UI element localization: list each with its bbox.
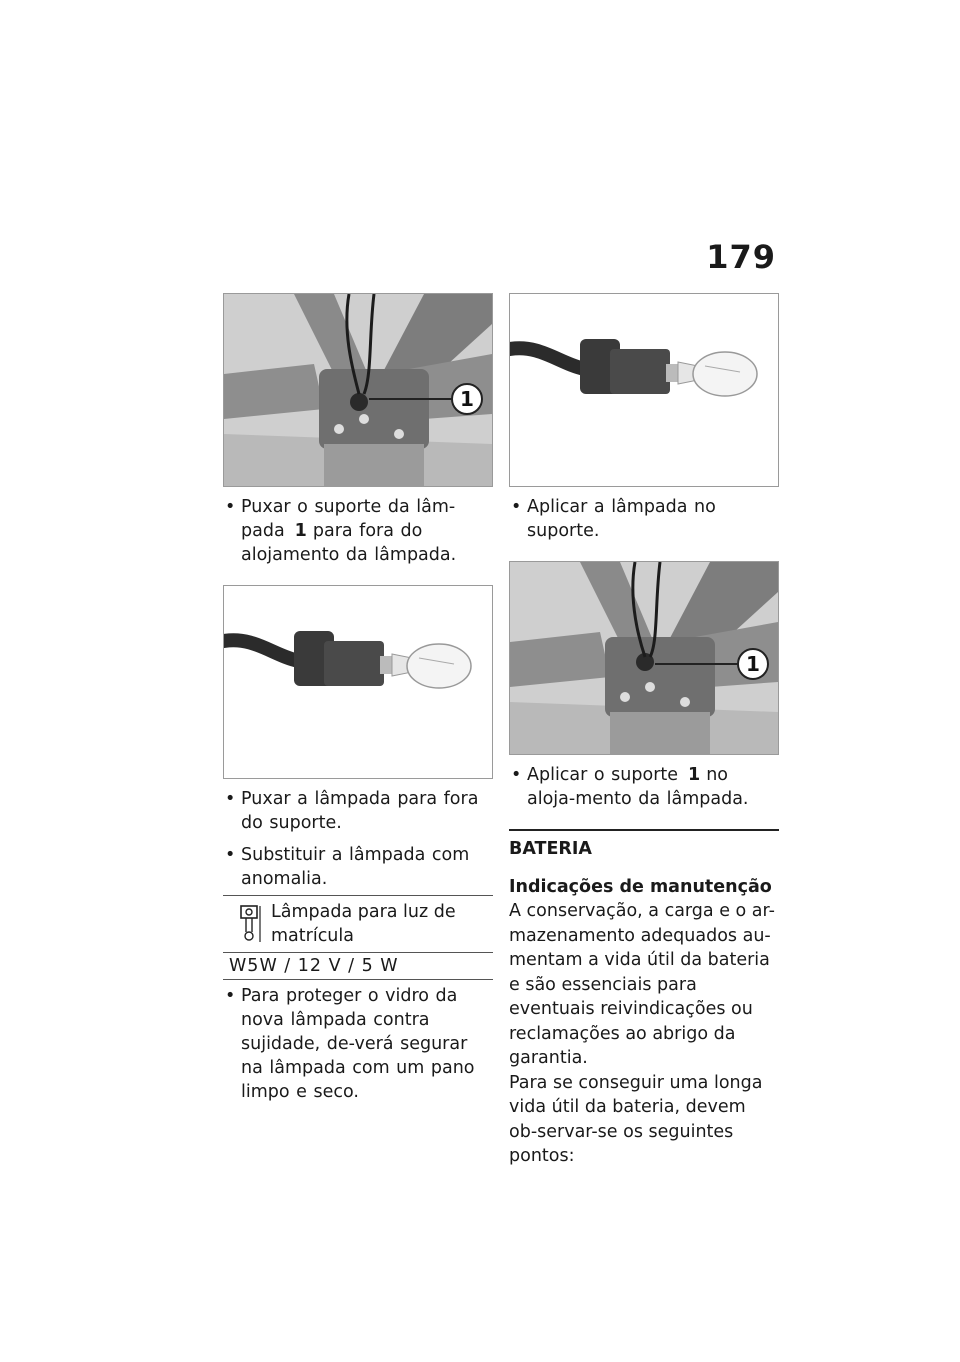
step-pull-holder — [223, 495, 493, 567]
step-text: Aplicar a lâmpada no suporte. — [527, 497, 716, 541]
bulb-holder-icon — [239, 904, 261, 944]
step-apply-holder — [509, 763, 779, 811]
figure-callout: 1 — [460, 387, 474, 411]
figure-holder-insert — [509, 561, 779, 755]
page-number: 179 — [706, 238, 776, 276]
spec-header — [223, 896, 493, 953]
right-column — [509, 293, 779, 1169]
bullet-dot: • — [225, 497, 236, 517]
step-text: Puxar a lâmpada para fora do suporte. — [241, 789, 479, 833]
step-text: para fora do alojamento da lâmpada. — [241, 521, 457, 565]
left-column — [223, 293, 493, 1104]
reference-number: 1 — [294, 521, 307, 541]
step-apply-bulb — [509, 495, 779, 543]
spec-value: W5W / 12 V / 5 W — [229, 956, 399, 976]
section-divider — [509, 829, 779, 831]
step-text: Aplicar o suporte — [527, 765, 679, 785]
step-text: Substituir a lâmpada com anomalia. — [241, 845, 470, 889]
figure-holder-in-housing — [223, 293, 493, 487]
bullet-dot: • — [511, 765, 522, 785]
step-pull-bulb — [223, 787, 493, 835]
figure-insert-bulb — [509, 293, 779, 487]
spec-label: Lâmpada para luz de matrícula — [271, 902, 456, 946]
reference-number: 1 — [688, 765, 701, 785]
bullet-dot: • — [225, 986, 236, 1006]
step-text: Puxar o suporte da lâm-pada — [241, 497, 456, 541]
paragraph: A conservação, a carga e o ar-mazenamento adequados au-mentam a vida útil da bateria e são essenciais para eventuais reivindicações ou reclamações ao abrigo da garantia. — [509, 901, 775, 1068]
step-text: no aloja-mento da lâmpada. — [527, 765, 749, 809]
figure-bulb-out-of-holder — [223, 585, 493, 779]
step-protect-glass — [223, 984, 493, 1104]
bullet-dot: • — [225, 789, 236, 809]
step-text: Para proteger o vidro da nova lâmpada contra sujidade, de-verá segurar na lâmpada com um pano limpo e seco. — [241, 986, 475, 1102]
paragraph: Para se conseguir uma longa vida útil da bateria, devem ob-servar-se os seguintes pontos: — [509, 1072, 763, 1166]
figure-callout: 1 — [746, 652, 760, 676]
bullet-dot: • — [511, 497, 522, 517]
bullet-dot: • — [225, 845, 236, 865]
section-title: BATERIA — [509, 839, 592, 859]
subsection-title: Indicações de manutenção — [509, 877, 772, 897]
bulb-spec-table — [223, 895, 493, 980]
step-replace-bulb — [223, 843, 493, 891]
